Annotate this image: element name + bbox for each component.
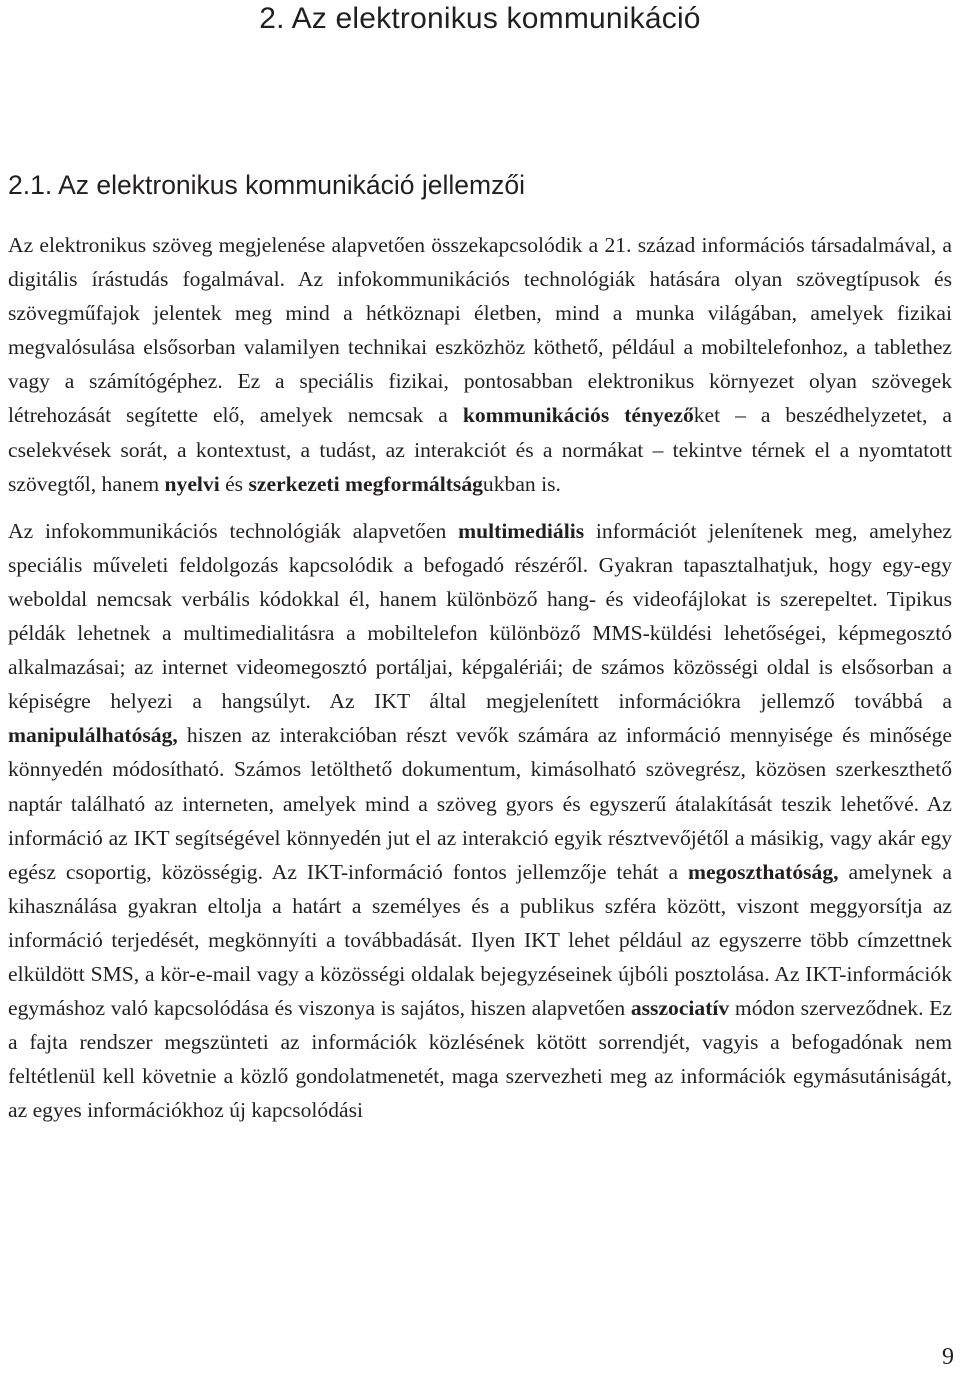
paragraph-1-bold-3: szerkezeti megformáltság bbox=[248, 471, 483, 496]
paragraph-2-text-3: hiszen az interakcióban részt vevők számára az információ mennyisége és minősége könnyedén módosítható. Számos letölthető dokumentum, kimásolható szövegrész, közösen szerkeszthető naptár található az interneten, amelyek mind a szöveg gyors és egyszerű átalakítását teszik lehetővé. Az információ az IKT segítségével könnyedén jut el az interakció egyik résztvevőjétől a másikig, vagy akár egy egész csoportig, közösségig. Az IKT-információ fontos jellemzője tehát a bbox=[8, 723, 952, 884]
paragraph-2-bold-4: asszociatív bbox=[630, 996, 730, 1021]
section-title: 2.1. Az elektronikus kommunikáció jellemzői bbox=[8, 170, 525, 200]
paragraph-2-bold-2: manipulálhatóság, bbox=[8, 723, 178, 748]
paragraph-2-text-4: amelynek a kihasználása gyakran eltolja a határt a személyes és a publikus szféra között, viszont meggyorsítja az információ terjedését, megkönnyíti a továbbadását. Ilyen IKT lehet például az egyszerre több címzettnek elküldött SMS, a kör-e-mail vagy a közösségi oldalak bejegyzéseinek újbóli posztolása. Az IKT-információk egymáshoz való kapcsolódása és viszonya is sajátos, hiszen alapvetően bbox=[8, 859, 952, 1021]
body-text bbox=[8, 228, 952, 1127]
paragraph-2-text-1: Az infokommunikációs technológiák alapvetően bbox=[8, 518, 459, 543]
paragraph-1-bold-1: kommunikációs tényező bbox=[462, 403, 694, 428]
paragraph-2-text-5: módon szerveződnek. Ez a fajta rendszer megszünteti az információk közlésének kötött sorrendjét, vagyis a befogadónak nem feltétlenül kell követnie a közlő gondolatmenetét, maga szervezheti meg az információk egymásutániságát, az egyes információkhoz új kapcsolódási bbox=[8, 996, 952, 1123]
paragraph-1-text-4: ukban is. bbox=[482, 471, 561, 496]
paragraph-1-text-2: ket – a beszédhelyzetet, a cselekvések sorát, a kontextust, a tudást, az interakciót és a normákat – tekintve térnek el a nyomtatott szövegtől, hanem bbox=[8, 403, 952, 496]
paragraph-2-bold-1: multimediális bbox=[458, 518, 585, 543]
paragraph-1-text-1: Az elektronikus szöveg megjelenése alapvetően összekapcsolódik a 21. század információs társadalmával, a digitális írástudás fogalmával. Az infokommunikációs technológiák hatására olyan szövegtípusok és szövegműfajok jelentek meg mind a hétköznapi életben, mind a munka világában, amelyek fizikai megvalósulása elsősorban valamilyen technikai eszközhöz köthető, például a mobiltelefonhoz, a tablethez vagy a számítógéphez. Ez a speciális fizikai, pontosabban elektronikus környezet olyan szövegek létrehozását segítette elő, amelyek nemcsak a bbox=[8, 233, 952, 428]
paragraph-2-bold-3: megoszthatóság, bbox=[688, 859, 839, 884]
paragraph-2-text-2: információt jelenítenek meg, amelyhez speciális műveleti feldolgozás kapcsolódik a befogadó részéről. Gyakran tapasztalhatjuk, hogy egy-egy weboldal nemcsak verbális kódokkal él, hanem különböző hang- és videofájlokat is szerepeltet. Tipikus példák lehetnek a multimedialitásra a mobiltelefon különböző MMS-küldési lehetőségei, képmegosztó alkalmazásai; az internet videomegosztó portáljai, képgalériái; de számos közösségi oldal is elsősorban a képiségre helyezi a hangsúlyt. Az IKT által megjelenített információkra jellemző továbbá a bbox=[8, 518, 953, 714]
page-number: 9 bbox=[942, 1344, 954, 1370]
paragraph-1 bbox=[8, 228, 952, 501]
chapter-title: 2. Az elektronikus kommunikáció bbox=[259, 2, 701, 35]
paragraph-1-bold-2: nyelvi bbox=[164, 471, 220, 496]
paragraph-1-text-3: és bbox=[219, 471, 249, 496]
paragraph-2 bbox=[8, 514, 952, 1128]
